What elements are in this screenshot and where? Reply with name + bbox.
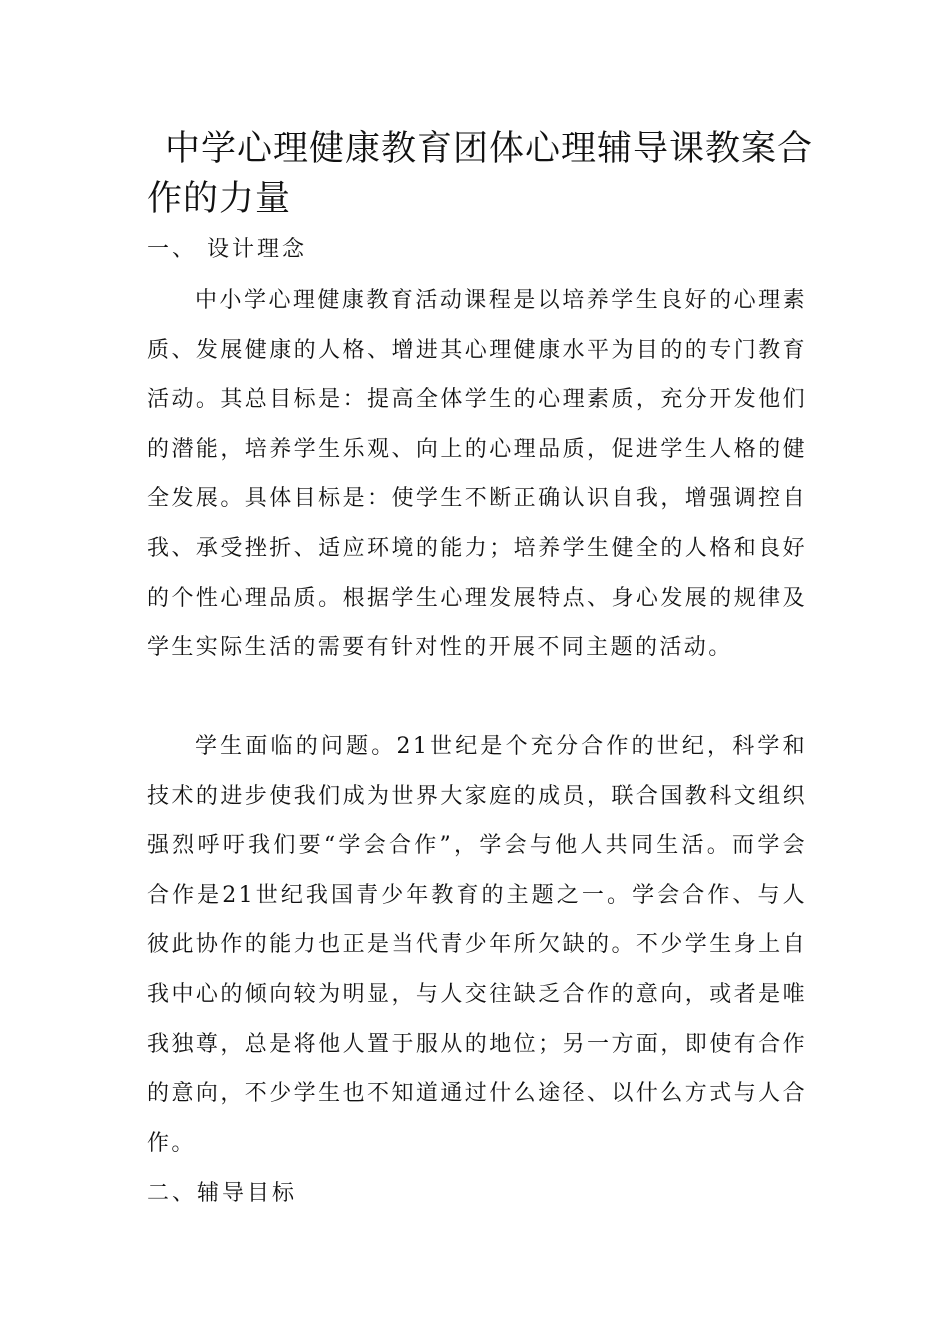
document-title: 中学心理健康教育团体心理辅导课教案合作的力量: [147, 129, 814, 219]
body-paragraph: 学生面临的问题。21世纪是个充分合作的世纪，科学和技术的进步使我们成为世界大家庭的成员，联合国教科文组织强烈呼吁我们要“学会合作”，学会与他人共同生活。而学会合作是21世纪我国青少年教育的主题之一。学会合作、与人彼此协作的能力也正是当代青少年所欠缺的。不少学生身上自我中心的倾向较为明显，与人交往缺乏合作的意向，或者是唯我独尊，总是将他人置于服从的地位；另一方面，即使有合作的意向，不少学生也不知道通过什么途径、以什么方式与人合作。: [147, 734, 807, 1156]
section-heading-counseling-goals: 二、辅导目标: [147, 1181, 298, 1206]
section-heading-design-concept: 一、 设计理念: [147, 237, 307, 262]
body-paragraph: 中小学心理健康教育活动课程是以培养学生良好的心理素质、发展健康的人格、增进其心理健康水平为目的的专门教育活动。其总目标是：提高全体学生的心理素质，充分开发他们的潜能，培养学生乐观、向上的心理品质，促进学生人格的健全发展。具体目标是：使学生不断正确认识自我，增强调控自我、承受挫折、适应环境的能力；培养学生健全的人格和良好的个性心理品质。根据学生心理发展特点、身心发展的规律及学生实际生活的需要有针对性的开展不同主题的活动。: [147, 288, 807, 661]
